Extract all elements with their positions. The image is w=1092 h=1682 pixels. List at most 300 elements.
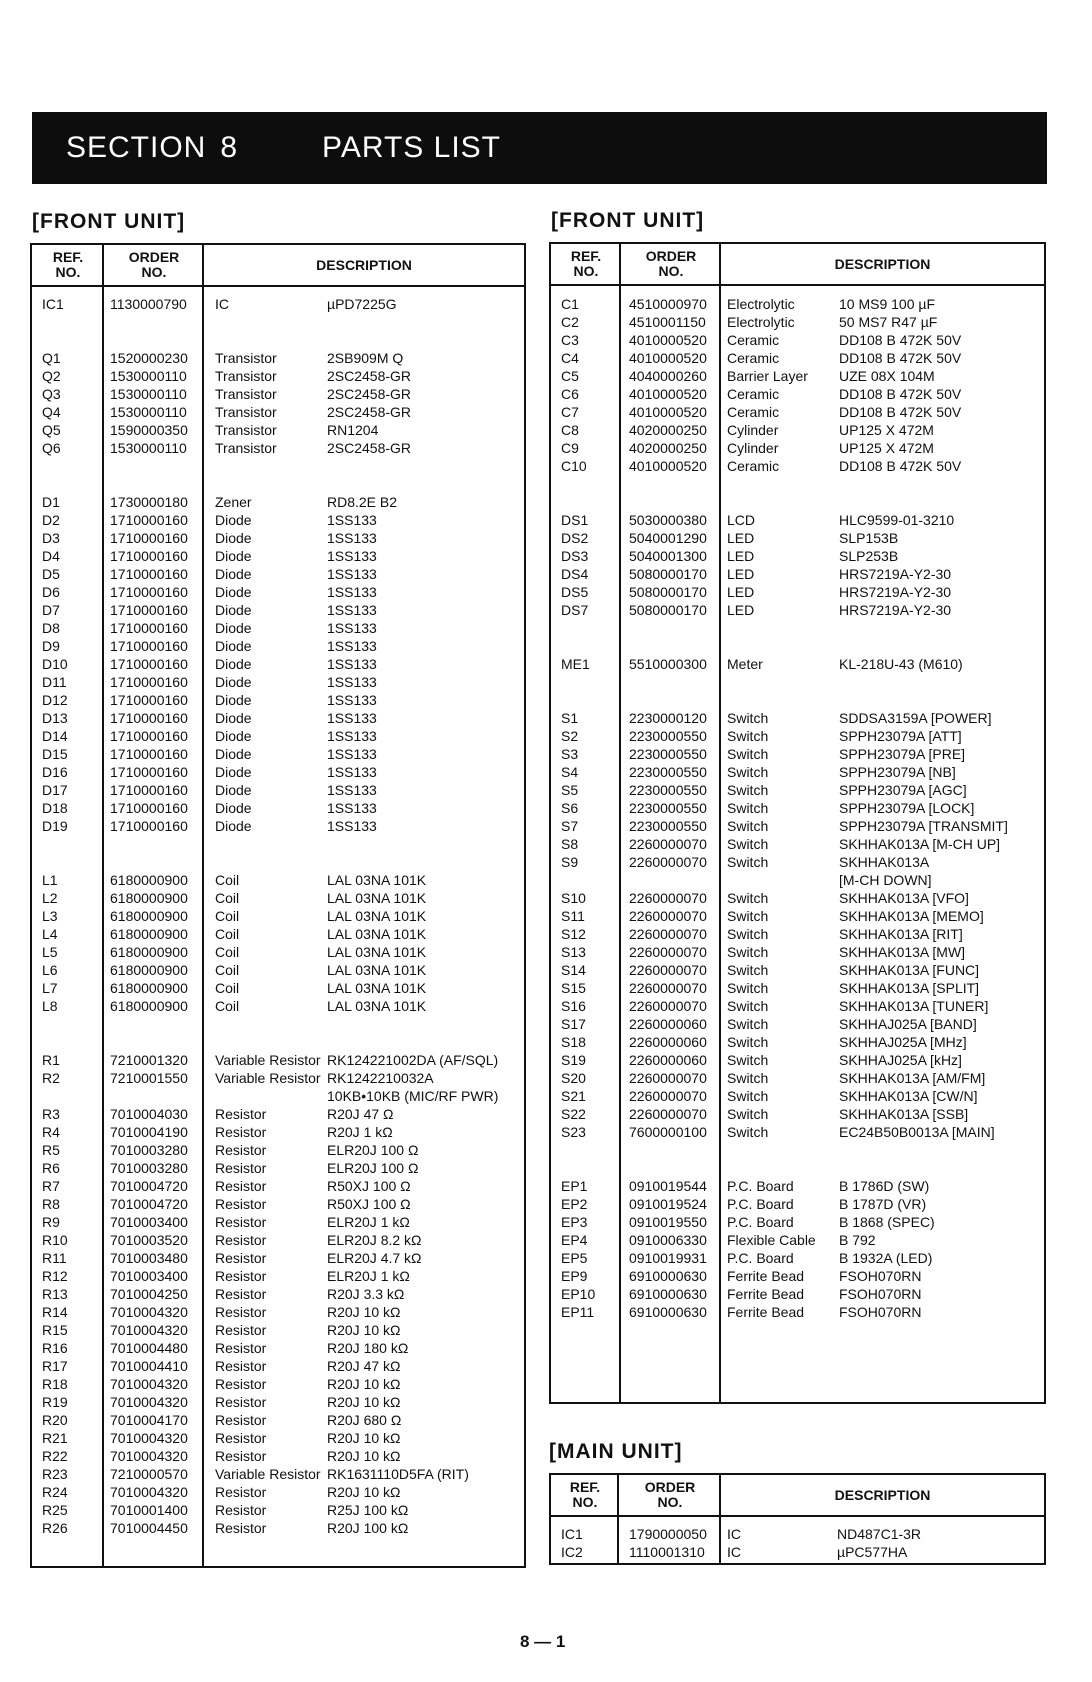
- order-no: 1710000160: [110, 800, 188, 816]
- part-spec: 1SS133: [327, 800, 377, 816]
- part-type: P.C. Board: [727, 1250, 794, 1266]
- order-no: 1710000160: [110, 746, 188, 762]
- table-row: [32, 619, 524, 637]
- ref-no: EP2: [561, 1196, 588, 1212]
- ref-no: S12: [561, 926, 586, 942]
- part-spec: RD8.2E B2: [327, 494, 398, 510]
- part-spec: SKHHAK013A [RIT]: [839, 926, 963, 942]
- part-type: Switch: [727, 1016, 769, 1032]
- order-no: 7010004720: [110, 1196, 188, 1212]
- part-type: P.C. Board: [727, 1196, 794, 1212]
- ref-no: R24: [42, 1484, 68, 1500]
- ref-no: S18: [561, 1034, 586, 1050]
- part-spec: B 1786D (SW): [839, 1178, 930, 1194]
- ref-no: R10: [42, 1232, 68, 1248]
- part-type: Switch: [727, 944, 769, 960]
- order-no: 6180000900: [110, 926, 188, 942]
- order-no: 6910000630: [629, 1286, 707, 1302]
- table-row: [551, 871, 1044, 889]
- table-row: [32, 1303, 524, 1321]
- table-row: [32, 1231, 524, 1249]
- order-no: 5080000170: [629, 584, 707, 600]
- order-no: 6180000900: [110, 908, 188, 924]
- order-no: 0910019544: [629, 1178, 707, 1194]
- part-type: Switch: [727, 1070, 769, 1086]
- order-no: 1710000160: [110, 656, 188, 672]
- table-row: [551, 727, 1044, 745]
- part-spec: FSOH070RN: [839, 1304, 922, 1320]
- ref-no: D19: [42, 818, 68, 834]
- order-no: 2230000550: [629, 728, 707, 744]
- section-label: SECTION: [66, 131, 207, 164]
- part-spec: UZE 08X 104M: [839, 368, 935, 384]
- part-type: Resistor: [215, 1322, 267, 1338]
- section-banner: [32, 112, 1047, 184]
- part-type: IC: [727, 1526, 741, 1542]
- order-no: 1710000160: [110, 692, 188, 708]
- part-spec: 1SS133: [327, 602, 377, 618]
- table-row: [551, 547, 1044, 565]
- part-spec: SKHHAK013A [M-CH UP]: [839, 836, 1001, 852]
- part-type: Resistor: [215, 1484, 267, 1500]
- order-no: 5080000170: [629, 566, 707, 582]
- ref-no: S13: [561, 944, 586, 960]
- table-row: [32, 601, 524, 619]
- order-no: 7010004320: [110, 1376, 188, 1392]
- ref-no: S6: [561, 800, 579, 816]
- ref-no: S7: [561, 818, 579, 834]
- table-row: [551, 385, 1044, 403]
- part-type: Resistor: [215, 1286, 267, 1302]
- part-spec: DD108 B 472K 50V: [839, 332, 962, 348]
- ref-no: D1: [42, 494, 60, 510]
- part-type: Electrolytic: [727, 296, 795, 312]
- order-no: 7010004320: [110, 1484, 188, 1500]
- part-type: Switch: [727, 836, 769, 852]
- ref-no: R8: [42, 1196, 60, 1212]
- order-no: 2260000060: [629, 1052, 707, 1068]
- part-spec: LAL 03NA 101K: [327, 890, 427, 906]
- part-type: Coil: [215, 890, 240, 906]
- ref-no: R15: [42, 1322, 68, 1338]
- table-row: [551, 1285, 1044, 1303]
- part-type: Coil: [215, 926, 240, 942]
- ref-no: S4: [561, 764, 579, 780]
- part-spec: DD108 B 472K 50V: [839, 350, 962, 366]
- part-type: Diode: [215, 656, 252, 672]
- ref-no: C7: [561, 404, 579, 420]
- part-type: Resistor: [215, 1268, 267, 1284]
- order-no: 1710000160: [110, 584, 188, 600]
- table-row: [32, 1123, 524, 1141]
- ref-no: D14: [42, 728, 68, 744]
- table-row: [551, 475, 1044, 493]
- ref-no: ME1: [561, 656, 590, 672]
- order-no: 1790000050: [629, 1526, 707, 1542]
- order-no: 4510000970: [629, 296, 707, 312]
- part-type: IC: [215, 296, 229, 312]
- description-header: DESCRIPTION: [834, 255, 931, 272]
- part-type: Variable Resistor: [215, 1466, 321, 1482]
- part-type: Cylinder: [727, 422, 779, 438]
- order-no: 2260000070: [629, 980, 707, 996]
- part-type: Diode: [215, 818, 252, 834]
- table-row: [551, 1525, 1044, 1543]
- part-type: Transistor: [215, 368, 277, 384]
- table-row: [32, 1411, 524, 1429]
- ref-no: EP9: [561, 1268, 588, 1284]
- order-no: 0910006330: [629, 1232, 707, 1248]
- ref-no: C2: [561, 314, 579, 330]
- part-type: IC: [727, 1544, 741, 1560]
- ref-no: S21: [561, 1088, 586, 1104]
- table-row: [551, 1267, 1044, 1285]
- part-spec: SKHHAJ025A [MHz]: [839, 1034, 967, 1050]
- table-row: [551, 367, 1044, 385]
- ref-no: IC1: [42, 296, 64, 312]
- table-row: [32, 1213, 524, 1231]
- ref-header: REF. NO.: [52, 249, 84, 280]
- table-row: [32, 547, 524, 565]
- ref-no: R26: [42, 1520, 68, 1536]
- table-row: [551, 655, 1044, 673]
- table-row: [32, 403, 524, 421]
- part-type: Barrier Layer: [727, 368, 808, 384]
- part-type: Diode: [215, 602, 252, 618]
- part-type: Switch: [727, 764, 769, 780]
- table-row: [551, 1231, 1044, 1249]
- order-no: 7010004320: [110, 1304, 188, 1320]
- part-type: LCD: [727, 512, 756, 528]
- part-type: Switch: [727, 962, 769, 978]
- order-no: 0910019550: [629, 1214, 707, 1230]
- ref-no: C10: [561, 458, 587, 474]
- ref-no: C9: [561, 440, 579, 456]
- part-spec: SKHHAK013A [AM/FM]: [839, 1070, 986, 1086]
- order-no: 1710000160: [110, 674, 188, 690]
- part-type: Resistor: [215, 1502, 267, 1518]
- part-type: Resistor: [215, 1232, 267, 1248]
- part-spec: R20J 10 kΩ: [327, 1430, 401, 1446]
- ref-no: D4: [42, 548, 60, 564]
- part-type: Switch: [727, 782, 769, 798]
- part-type: LED: [727, 548, 755, 564]
- part-type: Switch: [727, 746, 769, 762]
- part-spec: B 792: [839, 1232, 876, 1248]
- table-row: [32, 1393, 524, 1411]
- part-spec: µPC577HA: [837, 1544, 908, 1560]
- ref-no: Q4: [42, 404, 61, 420]
- table-row: [32, 295, 524, 313]
- section-number: 8: [220, 131, 239, 164]
- ref-no: D8: [42, 620, 60, 636]
- part-type: Resistor: [215, 1142, 267, 1158]
- part-spec: SKHHAK013A [TUNER]: [839, 998, 989, 1014]
- table-row: [32, 1249, 524, 1267]
- order-no: 1710000160: [110, 728, 188, 744]
- part-spec: ELR20J 100 Ω: [327, 1142, 419, 1158]
- ref-no: D10: [42, 656, 68, 672]
- part-type: Switch: [727, 1124, 769, 1140]
- part-spec: ELR20J 100 Ω: [327, 1160, 419, 1176]
- order-no: 2260000060: [629, 1016, 707, 1032]
- left-unit-heading: [FRONT UNIT]: [32, 210, 186, 233]
- part-spec: LAL 03NA 101K: [327, 908, 427, 924]
- table-row: [551, 1069, 1044, 1087]
- table-row: [551, 799, 1044, 817]
- part-spec: R20J 3.3 kΩ: [327, 1286, 405, 1302]
- order-no: 5040001300: [629, 548, 707, 564]
- order-no: 7010003400: [110, 1214, 188, 1230]
- table-row: [551, 1303, 1044, 1321]
- part-spec: 50 MS7 R47 µF: [839, 314, 938, 330]
- order-no: 6910000630: [629, 1304, 707, 1320]
- table-row: [551, 997, 1044, 1015]
- ref-header: REF. NO.: [570, 248, 602, 279]
- part-spec: SPPH23079A [AGC]: [839, 782, 967, 798]
- table-row: [32, 1519, 524, 1537]
- part-type: Switch: [727, 1106, 769, 1122]
- table-row: [551, 1033, 1044, 1051]
- part-type: Diode: [215, 710, 252, 726]
- ref-no: DS4: [561, 566, 589, 582]
- part-spec: 1SS133: [327, 512, 377, 528]
- part-spec: RN1204: [327, 422, 379, 438]
- part-spec: 1SS133: [327, 728, 377, 744]
- part-type: Resistor: [215, 1304, 267, 1320]
- part-type: Resistor: [215, 1394, 267, 1410]
- part-spec: R20J 180 kΩ: [327, 1340, 409, 1356]
- ref-no: D12: [42, 692, 68, 708]
- ref-no: L5: [42, 944, 58, 960]
- part-type: Diode: [215, 548, 252, 564]
- part-type: Diode: [215, 674, 252, 690]
- ref-no: L8: [42, 998, 58, 1014]
- order-no: 2230000550: [629, 782, 707, 798]
- part-spec: R50XJ 100 Ω: [327, 1196, 411, 1212]
- ref-no: S9: [561, 854, 579, 870]
- part-spec: R20J 47 Ω: [327, 1106, 394, 1122]
- part-type: Coil: [215, 980, 240, 996]
- ref-no: D9: [42, 638, 60, 654]
- table-row: [551, 781, 1044, 799]
- order-no: 1710000160: [110, 530, 188, 546]
- ref-header: REF. NO.: [569, 1479, 601, 1510]
- table-row: [551, 1015, 1044, 1033]
- ref-no: D11: [42, 674, 67, 690]
- order-no: 4020000250: [629, 440, 707, 456]
- table-row: [32, 1447, 524, 1465]
- ref-no: S11: [561, 908, 585, 924]
- part-spec: SKHHAK013A [MW]: [839, 944, 966, 960]
- table-row: [551, 349, 1044, 367]
- table-row: [551, 979, 1044, 997]
- part-spec: 1SS133: [327, 548, 377, 564]
- part-type: Ferrite Bead: [727, 1286, 805, 1302]
- order-no: 5080000170: [629, 602, 707, 618]
- order-no: 2260000070: [629, 1088, 707, 1104]
- part-spec: HRS7219A-Y2-30: [839, 566, 952, 582]
- part-spec: HLC9599-01-3210: [839, 512, 955, 528]
- part-type: Resistor: [215, 1520, 267, 1536]
- part-spec: DD108 B 472K 50V: [839, 386, 962, 402]
- part-spec: SKHHAK013A: [839, 854, 930, 870]
- table-row: [551, 961, 1044, 979]
- table-row: [32, 1177, 524, 1195]
- ref-no: S16: [561, 998, 586, 1014]
- order-no: 2260000070: [629, 854, 707, 870]
- table-row: [32, 1033, 524, 1051]
- order-no: 1530000110: [110, 386, 187, 402]
- order-no: 6180000900: [110, 872, 188, 888]
- ref-no: Q3: [42, 386, 61, 402]
- table-row: [32, 1375, 524, 1393]
- ref-no: R23: [42, 1466, 68, 1482]
- part-type: Resistor: [215, 1412, 267, 1428]
- ref-no: D6: [42, 584, 60, 600]
- ref-no: L3: [42, 908, 58, 924]
- part-spec: ND487C1-3R: [837, 1526, 922, 1542]
- part-type: Zener: [215, 494, 252, 510]
- table-row: [551, 925, 1044, 943]
- part-type: P.C. Board: [727, 1178, 794, 1194]
- part-spec: UP125 X 472M: [839, 422, 934, 438]
- order-no: 7010003280: [110, 1142, 188, 1158]
- part-type: Ferrite Bead: [727, 1304, 805, 1320]
- order-no: 4010000520: [629, 332, 707, 348]
- table-row: [551, 1213, 1044, 1231]
- order-no: 6180000900: [110, 890, 188, 906]
- table-row: [32, 817, 524, 835]
- part-spec: R20J 100 kΩ: [327, 1520, 409, 1536]
- ref-no: C5: [561, 368, 579, 384]
- table-row: [551, 943, 1044, 961]
- part-type: Diode: [215, 512, 252, 528]
- order-no: 2230000550: [629, 764, 707, 780]
- ref-no: D17: [42, 782, 68, 798]
- part-type: Resistor: [215, 1196, 267, 1212]
- order-header: ORDER NO.: [644, 1479, 696, 1510]
- order-no: 4010000520: [629, 404, 707, 420]
- order-no: 1710000160: [110, 548, 188, 564]
- ref-no: R25: [42, 1502, 68, 1518]
- part-spec: 1SS133: [327, 566, 377, 582]
- part-spec: HRS7219A-Y2-30: [839, 602, 952, 618]
- order-no: 7010003400: [110, 1268, 188, 1284]
- ref-no: R22: [42, 1448, 68, 1464]
- ref-no: D5: [42, 566, 60, 582]
- part-type: Switch: [727, 854, 769, 870]
- order-no: 7010003480: [110, 1250, 188, 1266]
- table-row: [32, 655, 524, 673]
- ref-no: D18: [42, 800, 68, 816]
- table-row: [32, 439, 524, 457]
- order-no: 7010004320: [110, 1322, 188, 1338]
- part-type: Resistor: [215, 1376, 267, 1392]
- table-row: [32, 1339, 524, 1357]
- order-no: 4010000520: [629, 350, 707, 366]
- table-row: [551, 817, 1044, 835]
- ref-no: EP3: [561, 1214, 588, 1230]
- table-row: [551, 529, 1044, 547]
- ref-no: DS2: [561, 530, 589, 546]
- part-type: Resistor: [215, 1160, 267, 1176]
- part-spec: SPPH23079A [NB]: [839, 764, 956, 780]
- order-no: 2260000070: [629, 962, 707, 978]
- part-type: Resistor: [215, 1430, 267, 1446]
- table-row: [32, 349, 524, 367]
- right-unit-heading: [FRONT UNIT]: [551, 209, 705, 232]
- part-type: Diode: [215, 692, 252, 708]
- ref-no: D13: [42, 710, 68, 726]
- part-spec: SKHHAK013A [SSB]: [839, 1106, 969, 1122]
- table-row: [32, 781, 524, 799]
- ref-no: S1: [561, 710, 579, 726]
- page-title: PARTS LIST: [322, 131, 501, 164]
- order-no: 7010003520: [110, 1232, 188, 1248]
- part-type: Switch: [727, 998, 769, 1014]
- table-row: [551, 1159, 1044, 1177]
- order-no: 4510001150: [629, 314, 706, 330]
- part-spec: SPPH23079A [LOCK]: [839, 800, 975, 816]
- ref-no: L4: [42, 926, 58, 942]
- table-row: [32, 871, 524, 889]
- part-spec: 1SS133: [327, 620, 377, 636]
- part-spec: ELR20J 8.2 kΩ: [327, 1232, 422, 1248]
- part-spec: HRS7219A-Y2-30: [839, 584, 952, 600]
- ref-no: S23: [561, 1124, 586, 1140]
- part-spec: LAL 03NA 101K: [327, 980, 427, 996]
- order-no: 1590000350: [110, 422, 188, 438]
- part-type: Diode: [215, 764, 252, 780]
- part-spec: UP125 X 472M: [839, 440, 934, 456]
- part-spec: 1SS133: [327, 818, 377, 834]
- part-spec: ELR20J 4.7 kΩ: [327, 1250, 422, 1266]
- ref-no: S19: [561, 1052, 586, 1068]
- ref-no: R14: [42, 1304, 68, 1320]
- ref-no: R2: [42, 1070, 60, 1086]
- order-no: 1710000160: [110, 512, 188, 528]
- ref-no: L2: [42, 890, 58, 906]
- part-spec: 2SB909M Q: [327, 350, 404, 366]
- ref-no: R1: [42, 1052, 60, 1068]
- table-row: [32, 1141, 524, 1159]
- order-no: 1530000110: [110, 368, 187, 384]
- part-type: LED: [727, 566, 755, 582]
- ref-no: S15: [561, 980, 586, 996]
- part-type: Switch: [727, 710, 769, 726]
- part-type: Switch: [727, 1088, 769, 1104]
- order-no: 2260000070: [629, 908, 707, 924]
- part-spec: 10KB•10KB (MIC/RF PWR): [327, 1088, 499, 1104]
- part-type: Diode: [215, 584, 252, 600]
- order-no: 6910000630: [629, 1268, 707, 1284]
- order-no: 2230000550: [629, 746, 707, 762]
- order-no: 7210001550: [110, 1070, 188, 1086]
- order-no: 1130000790: [110, 296, 187, 312]
- table-row: [32, 745, 524, 763]
- order-no: 1520000230: [110, 350, 188, 366]
- table-row: [551, 709, 1044, 727]
- order-header: ORDER NO.: [645, 248, 697, 279]
- part-type: Ferrite Bead: [727, 1268, 805, 1284]
- table-row: [551, 493, 1044, 511]
- part-spec: R50XJ 100 Ω: [327, 1178, 411, 1194]
- table-row: [551, 295, 1044, 313]
- ref-no: S2: [561, 728, 579, 744]
- part-spec: B 1868 (SPEC): [839, 1214, 935, 1230]
- order-no: 2260000070: [629, 836, 707, 852]
